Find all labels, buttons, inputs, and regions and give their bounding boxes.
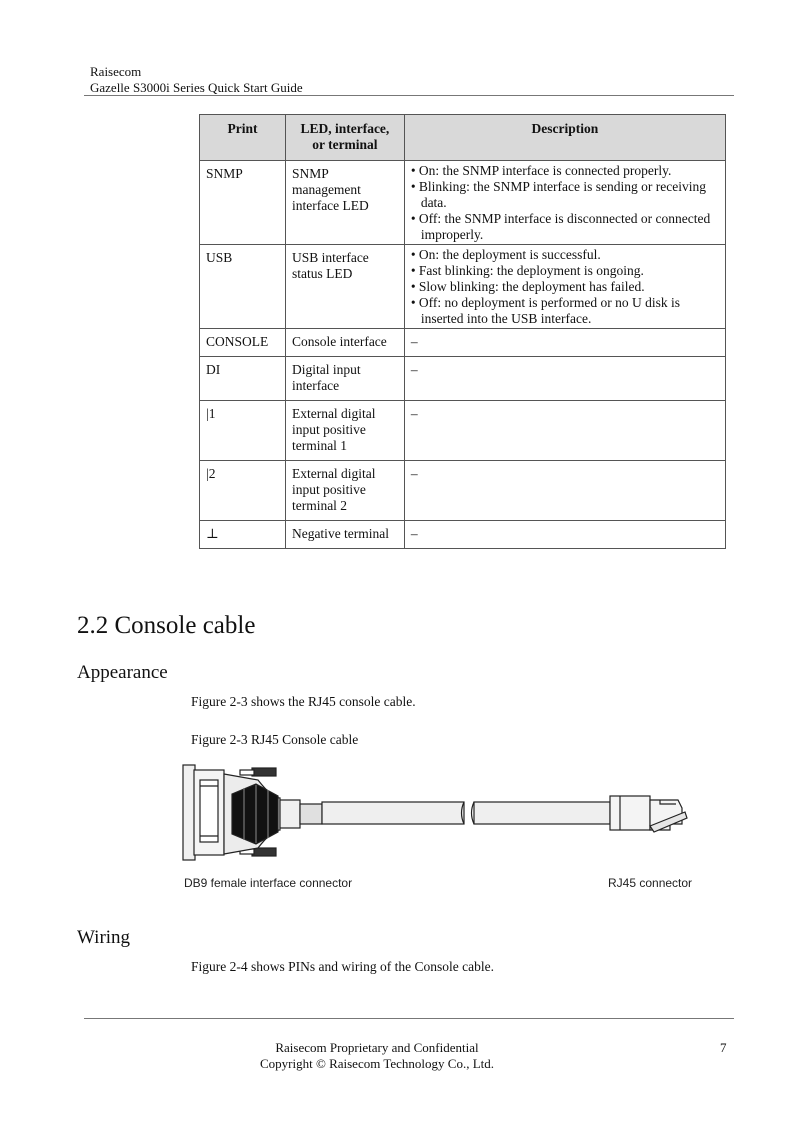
cell-led: USB interface status LED bbox=[285, 245, 404, 329]
table-row bbox=[200, 245, 726, 329]
col-header-led-line2: or terminal bbox=[312, 137, 378, 152]
cell-print: CONSOLE bbox=[200, 329, 286, 357]
figure-caption: Figure 2-3 RJ45 Console cable bbox=[191, 732, 359, 747]
table-header-row bbox=[200, 115, 726, 161]
section-title: 2.2 Console cable bbox=[77, 612, 256, 639]
cell-description bbox=[404, 161, 725, 245]
cell-print: SNMP bbox=[200, 161, 286, 245]
cell-led: Digital input interface bbox=[285, 357, 404, 401]
db9-label: DB9 female interface connector bbox=[184, 876, 353, 890]
cell-description: – bbox=[404, 521, 725, 549]
appearance-heading: Appearance bbox=[77, 662, 168, 683]
cell-print: |2 bbox=[200, 461, 286, 521]
appearance-text: Figure 2-3 shows the RJ45 console cable. bbox=[191, 694, 416, 709]
table-row bbox=[200, 329, 726, 357]
cell-led: Console interface bbox=[285, 329, 404, 357]
db9-connector-icon bbox=[183, 765, 322, 860]
rj45-label: RJ45 connector bbox=[608, 876, 693, 890]
cable-icon bbox=[322, 802, 610, 824]
cell-description: – bbox=[404, 329, 725, 357]
col-header-led bbox=[285, 115, 404, 161]
footer-copyright: Copyright © Raisecom Technology Co., Ltd. bbox=[259, 1056, 495, 1071]
footer-divider bbox=[84, 1018, 734, 1019]
header-company: Raisecom bbox=[90, 64, 142, 79]
cell-led: SNMP management interface LED bbox=[285, 161, 404, 245]
cell-print: ⊥ bbox=[200, 521, 286, 549]
cell-print: |1 bbox=[200, 401, 286, 461]
console-cable-figure bbox=[180, 760, 700, 895]
bullet-item: • Slow blinking: the deployment has failed. bbox=[410, 279, 645, 294]
bullet-item: • On: the SNMP interface is connected properly. bbox=[410, 163, 672, 178]
cell-description: – bbox=[404, 461, 725, 521]
cell-print: DI bbox=[200, 357, 286, 401]
table-row bbox=[200, 357, 726, 401]
col-header-led-line1: LED, interface, bbox=[300, 121, 390, 136]
col-header-description: Description bbox=[404, 115, 725, 161]
cell-print: USB bbox=[200, 245, 286, 329]
cell-led: Negative terminal bbox=[285, 521, 404, 549]
header-doc-title: Gazelle S3000i Series Quick Start Guide bbox=[90, 80, 303, 95]
bullet-item: • On: the deployment is successful. bbox=[410, 247, 601, 262]
bullet-item: • Fast blinking: the deployment is ongoing. bbox=[410, 263, 644, 278]
table-row bbox=[200, 161, 726, 245]
table-row bbox=[200, 461, 726, 521]
cell-description: – bbox=[404, 401, 725, 461]
page-number: 7 bbox=[720, 1040, 727, 1055]
col-header-print: Print bbox=[200, 115, 286, 161]
cell-led: External digital input positive terminal 2 bbox=[285, 461, 404, 521]
header-divider bbox=[84, 95, 734, 96]
table-row bbox=[200, 521, 726, 549]
console-cable-illustration bbox=[180, 760, 700, 870]
led-interface-table bbox=[199, 114, 726, 549]
cell-description bbox=[404, 245, 725, 329]
rj45-connector-icon bbox=[610, 796, 687, 832]
cell-description: – bbox=[404, 357, 725, 401]
table-row bbox=[200, 401, 726, 461]
wiring-heading: Wiring bbox=[77, 927, 131, 948]
wiring-text: Figure 2-4 shows PINs and wiring of the Console cable. bbox=[191, 959, 494, 974]
bullet-item: • Off: the SNMP interface is disconnected or connected improperly. bbox=[410, 211, 711, 242]
footer-confidential: Raisecom Proprietary and Confidential bbox=[275, 1040, 479, 1055]
bullet-item: • Off: no deployment is performed or no U disk is inserted into the USB interface. bbox=[410, 295, 681, 326]
bullet-item: • Blinking: the SNMP interface is sending or receiving data. bbox=[410, 179, 706, 210]
cell-led: External digital input positive terminal 1 bbox=[285, 401, 404, 461]
